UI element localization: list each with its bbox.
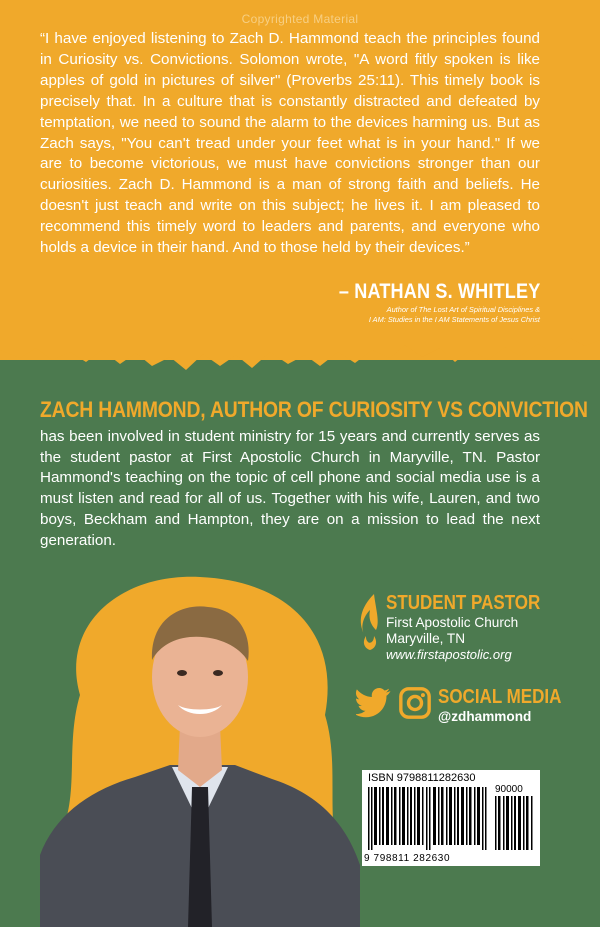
- endorsement-credit: [369, 305, 540, 324]
- price-code: 90000: [495, 784, 523, 795]
- bio-text: has been involved in student ministry for 15 years and currently serves as the student pastor at First Apostolic Church in Maryville, TN. Pastor Hammond's teaching on the topic of cell phone and social media use is a must listen and read for all of us. Together with his wife, Lauren, and two boys, Beckham and Hampton, they are on a mission to lead the next generation.: [40, 428, 540, 549]
- credit-line-1: Author of The Lost Art of Spiritual Disciplines &: [386, 305, 540, 314]
- social-media-heading: SOCIAL MEDIA: [438, 686, 562, 708]
- flame-icon: [356, 592, 382, 652]
- social-media-info: [356, 686, 562, 724]
- church-location: Maryville, TN: [386, 631, 466, 646]
- credit-line-2: I AM: Studies in the I AM Statements of Jesus Christ: [368, 314, 540, 324]
- isbn-label: ISBN 9798811282630: [368, 772, 476, 784]
- barcode-digits: 9 798811 282630: [364, 853, 451, 864]
- student-pastor-heading: STUDENT PASTOR: [386, 592, 541, 614]
- author-portrait: [40, 565, 360, 927]
- church-name: First Apostolic Church: [386, 615, 519, 630]
- social-handle: @zdhammond: [438, 709, 532, 724]
- price-barcode: [495, 796, 535, 850]
- watermark-text: Copyrighted Material: [241, 12, 359, 26]
- barcode-box: [362, 770, 540, 866]
- isbn-barcode: [368, 787, 488, 850]
- church-website: www.firstapostolic.org: [386, 647, 512, 662]
- bio-title: ZACH HAMMOND, AUTHOR OF CURIOSITY VS CONVICTION: [40, 397, 588, 422]
- twitter-icon: [356, 688, 392, 718]
- social-media-text: [438, 686, 583, 725]
- endorsement-author: – NATHAN S. WHITLEY: [338, 280, 540, 303]
- endorsement-quote: “I have enjoyed listening to Zach D. Hammond teach the principles found in Curiosity vs. Convictions. Solomon wrote, "A word fitly spoken is like apples of gold in pictures of silver" (Proverbs 25:11). This timely book is precisely that. In a culture that is constantly distracted and defeated by temptation, we need to sound the alarm to the devices harming us. But as Zach says, "You can't tread under your feet what is in your hand." If we are to become victorious, we must have convictions stronger than our curiosities. Zach D. Hammond is a man of strong faith and beliefs. He doesn't just teach and write on this subject; he lives it. I am pleased to recommend this timely word to leaders and parents, and everyone who holds a device in their hand. And to those held by their devices.”: [40, 30, 540, 257]
- instagram-icon: [398, 686, 432, 720]
- student-pastor-text: [386, 592, 556, 663]
